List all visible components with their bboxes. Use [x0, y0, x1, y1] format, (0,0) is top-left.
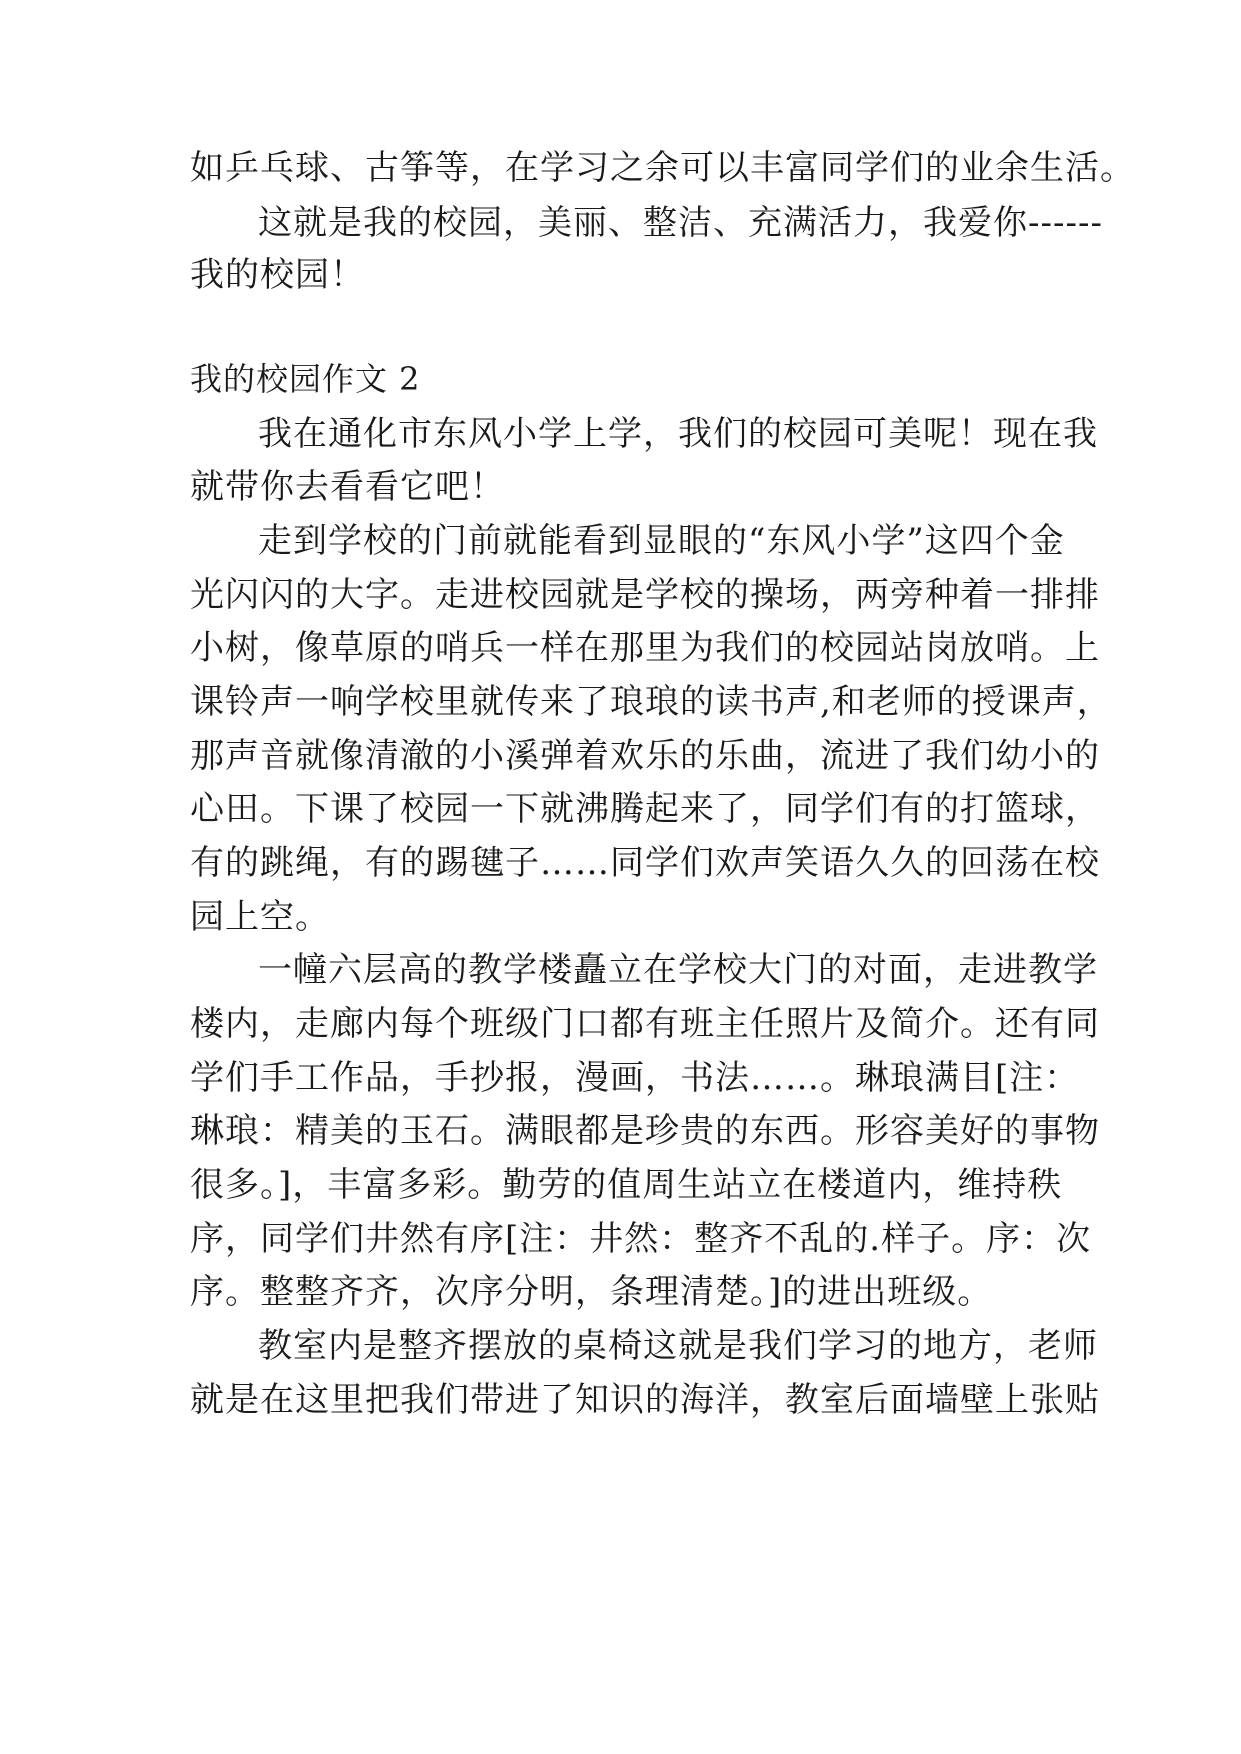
text-line: 课铃声一响学校里就传来了琅琅的读书声,和老师的授课声，: [190, 682, 1112, 722]
text-line: 教室内是整齐摆放的桌椅这就是我们学习的地方，老师: [258, 1326, 1098, 1366]
text-line: 序。整整齐齐，次序分明，条理清楚。]的进出班级。: [190, 1272, 993, 1312]
text-line: 这就是我的校园，美丽、整洁、充满活力，我爱你------: [258, 203, 1103, 243]
text-line: 那声音就像清澈的小溪弹着欢乐的乐曲，流进了我们幼小的: [190, 736, 1100, 776]
text-line: 就带你去看看它吧！: [190, 467, 505, 507]
section-heading: 我的校园作文 2: [190, 360, 421, 398]
text-line: 琳琅：精美的玉石。满眼都是珍贵的东西。形容美好的事物: [190, 1111, 1100, 1151]
text-line: 就是在这里把我们带进了知识的海洋，教室后面墙壁上张贴: [190, 1380, 1100, 1420]
text-line: 走到学校的门前就能看到显眼的“东风小学”这四个金: [258, 521, 1065, 561]
text-line: 如乒乓球、古筝等，在学习之余可以丰富同学们的业余生活。: [190, 148, 1135, 188]
text-line: 很多。]，丰富多彩。勤劳的值周生站立在楼道内，维持秩: [190, 1165, 1063, 1205]
text-line: 我在通化市东风小学上学，我们的校园可美呢！现在我: [258, 414, 1098, 454]
text-line: 楼内，走廊内每个班级门口都有班主任照片及简介。还有同: [190, 1004, 1100, 1044]
text-line: 光闪闪的大字。走进校园就是学校的操场，两旁种着一排排: [190, 575, 1100, 615]
text-line: 我的校园！: [190, 255, 365, 295]
text-line: 有的跳绳，有的踢毽子……同学们欢声笑语久久的回荡在校: [190, 843, 1100, 883]
text-line: 一幢六层高的教学楼矗立在学校大门的对面，走进教学: [258, 950, 1098, 990]
text-line: 心田。下课了校园一下就沸腾起来了，同学们有的打篮球，: [190, 789, 1100, 829]
text-line: 园上空。: [190, 897, 330, 937]
text-line: 学们手工作品，手抄报，漫画，书法……。琳琅满目[注：: [190, 1058, 1080, 1098]
text-line: 小树，像草原的哨兵一样在那里为我们的校园站岗放哨。上: [190, 628, 1100, 668]
text-line: 序，同学们井然有序[注：井然：整齐不乱的.样子。序：次: [190, 1219, 1092, 1259]
